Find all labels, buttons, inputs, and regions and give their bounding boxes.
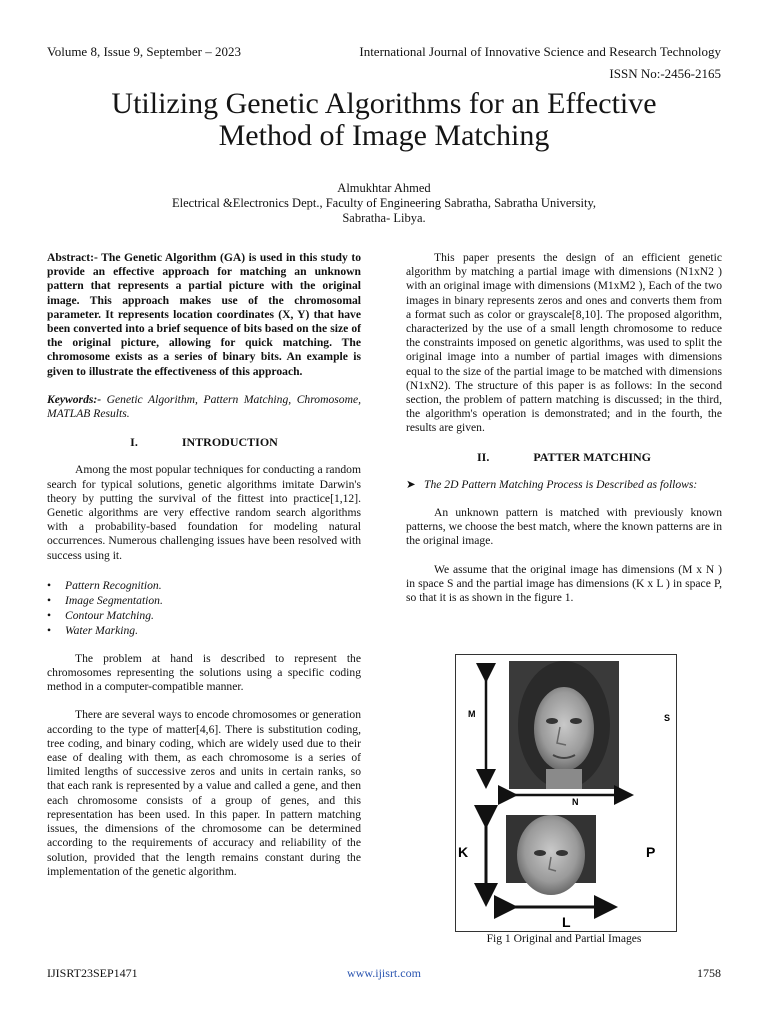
figure-1 [455,654,677,932]
arrow-bullet-icon: ➤ [406,477,416,491]
label-k: K [458,844,469,860]
keywords [47,393,361,421]
subsection-heading [406,478,722,492]
figure-illustration [456,655,676,931]
subsection-title: The 2D Pattern Matching Process is Described as follows: [424,477,698,491]
list-item: • Water Marking. [47,623,361,638]
intro-paragraph-2: The problem at hand is described to represent the chromosomes representing the solutions using a specific coding method in a computer-compatible manner. [47,651,361,694]
right-column [406,251,722,605]
right-paragraph-2: An unknown pattern is matched with previously known patterns, we choose the best match, where the known patterns are in the original image. [406,506,722,548]
footer-website-link[interactable]: www.ijisrt.com [347,966,421,980]
label-p: P [646,844,656,860]
left-column [47,251,361,879]
header-volume: Volume 8, Issue 9, September – 2023 [47,44,242,59]
title-line-1: Utilizing Genetic Algorithms for an Effective [111,87,657,120]
footer-page-number: 1758 [697,966,721,980]
figure-caption: Fig 1 Original and Partial Images [486,932,642,945]
section-number: I. [130,435,138,450]
right-paragraph-3: We assume that the original image has dimensions (M x N ) in space S and the partial image has dimensions (K x L ) in space P, so that it is as shown in the figure 1. [406,562,722,605]
partial-image [506,815,596,895]
keywords-label: Keywords:- [47,392,102,406]
paper-title [40,88,728,152]
section-heading-introduction [47,435,361,449]
keywords-text: Genetic Algorithm, Pattern Matching, Chromosome, MATLAB Results. [47,392,361,421]
label-l: L [562,914,571,930]
section-heading-pattern-matching [406,450,722,464]
application-list [47,578,361,638]
list-item: • Contour Matching. [47,608,361,623]
list-item: • Image Segmentation. [47,593,361,608]
right-paragraph-1: This paper presents the design of an efficient genetic algorithm by matching a partial image with dimensions (N1xN2 ) with an original image with dimensions (M1xM2 ), Each of the two images in binary represents zeros and ones and converts them from a format such as color or grayscale[8,10]. The proposed algorithm, characterized by the use of a small length chromosome to reduce the constraints imposed on genetic algorithms, was used to split the original image into a number of partial images with dimensions equal to the size of the partial image to be matched with dimensions (N1xN2). The structure of this paper is as follows: In the second section, the problem of pattern matching is discussed; in the third, the algorithm's operation is demonstrated; and in the fourth, the results are given. [406,251,722,435]
section-title: INTRODUCTION [181,435,278,450]
section-number: II. [476,449,490,464]
label-s: S [664,713,671,723]
title-line-2: Method of Image Matching [218,119,550,152]
author-affiliation-1: Electrical &Electronics Dept., Faculty of Engineering Sabratha, Sabratha University, [171,196,597,210]
author-name: Almukhtar Ahmed [337,181,431,195]
label-m: M [468,709,476,719]
abstract: Abstract:- The Genetic Algorithm (GA) is used in this study to provide an effective approach for matching an unknown pattern that represents a partial picture with the original image. This approach makes use of the chromosomal parameter. It represents location coordinates (X, Y) that have been converted into a brief sequence of bits based on the size of the original picture, allowing for quick matching. The chromosome exists as a series of binary bits. An example is given to illustrate the effectiveness of this approach. [47,251,361,378]
label-n: N [572,797,579,807]
list-item: • Pattern Recognition. [47,578,361,593]
header-journal: International Journal of Innovative Science and Research Technology [359,44,721,59]
intro-paragraph-1: Among the most popular techniques for conducting a random search for typical solutions, genetic algorithms imitate Darwin's theory by putting the survival of the fittest into practice[1,12]. Genetic algorithms are very effective random search algorithms with a probability-based foundation for modeling natural occurrences. Numerous challenging issues have been resolved with success using it. [47,463,361,562]
section-title: PATTER MATCHING [533,449,651,464]
header-issn: ISSN No:-2456-2165 [609,66,721,81]
author-block [40,181,728,226]
intro-paragraph-3: There are several ways to encode chromosomes or generation according to the type of matter[4,6]. There is substitution coding, tree coding, and binary coding, which are widely used due to their ease of dealing with them, as each chromosome is a series of limited lengths of successive zeros and units in certain ranks, so that each rank is represented by a value and called a gene, and then each chromosome consists of a group of genes, and this representation has been used. In this paper. In pattern matching issues, the dimensions of the chromosome can be determined according to the requirements of accuracy and reliability of the solution, provided that the length remains constant during the implementation of the genetic algorithm. [47,708,361,878]
original-image [509,661,619,789]
author-affiliation-2: Sabratha- Libya. [342,211,426,225]
footer-article-id: IJISRT23SEP1471 [47,966,138,980]
